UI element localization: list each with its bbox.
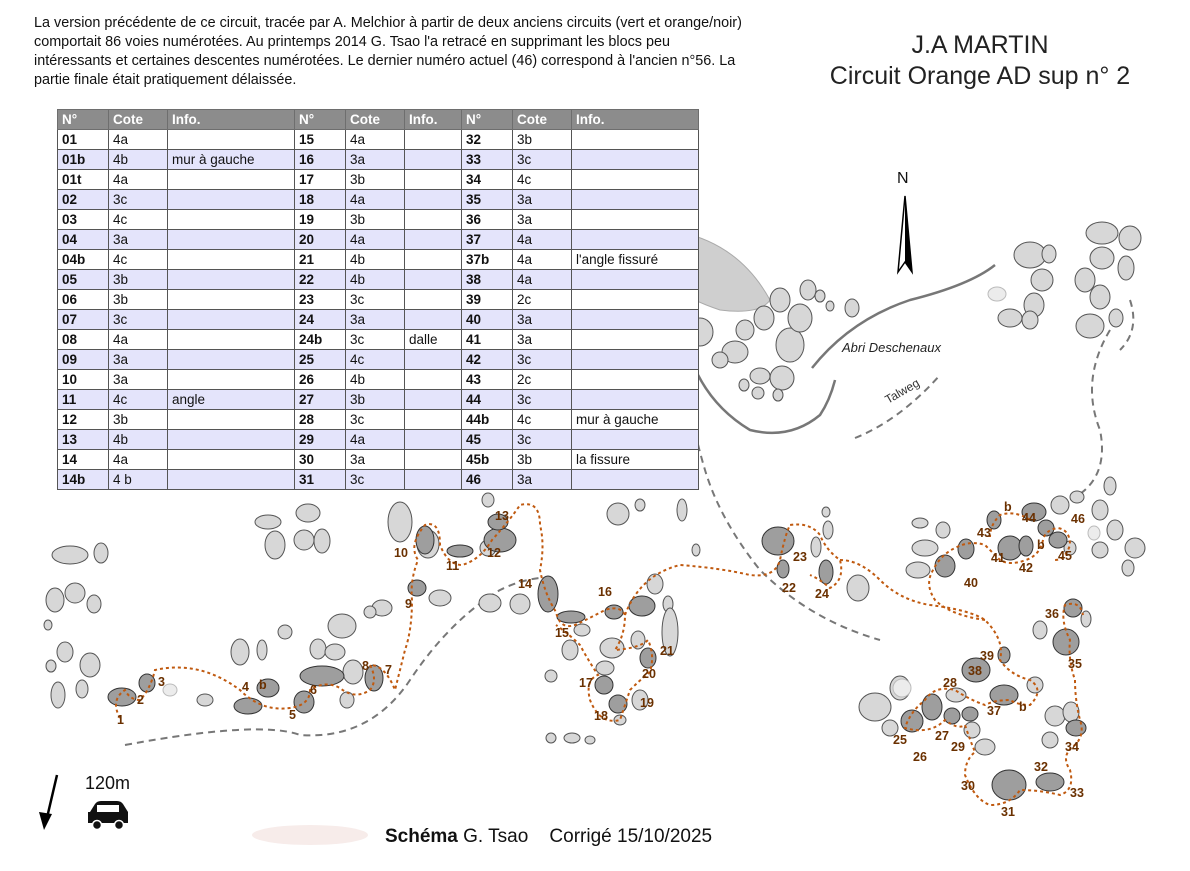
table-cell bbox=[405, 230, 462, 250]
problem-label: 1 bbox=[117, 713, 124, 727]
problem-label: 42 bbox=[1019, 561, 1033, 575]
table-cell bbox=[572, 390, 699, 410]
table-body bbox=[58, 130, 699, 490]
problem-label: 19 bbox=[640, 696, 654, 710]
table-cell bbox=[168, 350, 295, 370]
site-title: J.A MARTIN bbox=[911, 31, 1049, 59]
table-cell bbox=[572, 150, 699, 170]
table-cell: 3c bbox=[346, 290, 405, 310]
problem-label: 37 bbox=[987, 704, 1001, 718]
footer-author: G. Tsao bbox=[463, 826, 529, 847]
table-header-cell: Info. bbox=[405, 110, 462, 130]
circuit-title: Circuit Orange AD sup n° 2 bbox=[829, 62, 1131, 90]
problem-label: 38 bbox=[968, 664, 982, 678]
table-cell: 4a bbox=[346, 430, 405, 450]
problem-label: 43 bbox=[977, 526, 991, 540]
table-cell: 14b bbox=[58, 470, 109, 490]
table-cell bbox=[572, 270, 699, 290]
problem-label: 21 bbox=[660, 644, 674, 658]
table-cell: 21 bbox=[295, 250, 346, 270]
table-cell: 3b bbox=[513, 450, 572, 470]
table-cell bbox=[168, 470, 295, 490]
table-cell: 3b bbox=[109, 290, 168, 310]
table-cell: 4c bbox=[109, 390, 168, 410]
table-cell: 39 bbox=[462, 290, 513, 310]
table-cell bbox=[572, 370, 699, 390]
scale-arrow-icon bbox=[39, 775, 57, 830]
table-cell: 4b bbox=[346, 250, 405, 270]
table-cell: 03 bbox=[58, 210, 109, 230]
table-header-row bbox=[58, 110, 699, 130]
table-cell: 4c bbox=[513, 410, 572, 430]
table-header-cell: N° bbox=[58, 110, 109, 130]
table-cell: 17 bbox=[295, 170, 346, 190]
table-cell: 11 bbox=[58, 390, 109, 410]
table-cell bbox=[572, 470, 699, 490]
table-cell: 30 bbox=[295, 450, 346, 470]
table-cell: 3a bbox=[513, 470, 572, 490]
table-cell: 3b bbox=[513, 130, 572, 150]
table-cell bbox=[168, 250, 295, 270]
problem-label: 44 bbox=[1022, 511, 1036, 525]
table-cell: 3b bbox=[346, 170, 405, 190]
table-cell: 3c bbox=[346, 410, 405, 430]
table-cell: 01 bbox=[58, 130, 109, 150]
problem-label: 36 bbox=[1045, 607, 1059, 621]
table-cell: 4c bbox=[109, 210, 168, 230]
problem-label: 8 bbox=[362, 659, 369, 673]
table-cell: 34 bbox=[462, 170, 513, 190]
table-cell: 04 bbox=[58, 230, 109, 250]
table-cell bbox=[168, 130, 295, 150]
table-cell: 01b bbox=[58, 150, 109, 170]
problem-label: 14 bbox=[518, 577, 532, 591]
table-cell: 3a bbox=[346, 310, 405, 330]
table-cell: 43 bbox=[462, 370, 513, 390]
table-cell: 26 bbox=[295, 370, 346, 390]
table-cell: 4a bbox=[346, 190, 405, 210]
table-cell: mur à gauche bbox=[168, 150, 295, 170]
table-cell: 23 bbox=[295, 290, 346, 310]
problem-label: 31 bbox=[1001, 805, 1015, 819]
table-cell: 06 bbox=[58, 290, 109, 310]
table-cell bbox=[168, 330, 295, 350]
table-row bbox=[58, 270, 699, 290]
table-cell: 27 bbox=[295, 390, 346, 410]
table-cell bbox=[572, 230, 699, 250]
table-cell bbox=[405, 130, 462, 150]
table-row bbox=[58, 350, 699, 370]
table-cell: 37b bbox=[462, 250, 513, 270]
table-cell: 4 b bbox=[109, 470, 168, 490]
table-cell bbox=[405, 310, 462, 330]
table-header-cell: Info. bbox=[572, 110, 699, 130]
table-cell: 07 bbox=[58, 310, 109, 330]
problem-label: 41 bbox=[991, 551, 1005, 565]
table-cell: 3a bbox=[513, 330, 572, 350]
table-cell: 18 bbox=[295, 190, 346, 210]
problem-label: 23 bbox=[793, 550, 807, 564]
table-row bbox=[58, 310, 699, 330]
table-cell: 14 bbox=[58, 450, 109, 470]
table-cell bbox=[405, 370, 462, 390]
abri-label: Abri Deschenaux bbox=[842, 340, 941, 355]
table-cell: 4a bbox=[109, 330, 168, 350]
table-cell bbox=[405, 290, 462, 310]
table-cell: 44 bbox=[462, 390, 513, 410]
table-cell bbox=[405, 170, 462, 190]
table-cell: 4a bbox=[346, 230, 405, 250]
table-cell bbox=[572, 430, 699, 450]
table-cell: 36 bbox=[462, 210, 513, 230]
problem-label: 18 bbox=[594, 709, 608, 723]
footer-corrected: Corrigé 15/10/2025 bbox=[549, 826, 713, 847]
table-cell bbox=[572, 330, 699, 350]
problem-label: 3 bbox=[158, 675, 165, 689]
table-cell: 01t bbox=[58, 170, 109, 190]
table-cell: 3c bbox=[513, 150, 572, 170]
table-cell bbox=[405, 450, 462, 470]
table-cell bbox=[168, 170, 295, 190]
table-row bbox=[58, 450, 699, 470]
problem-label: 39 bbox=[980, 649, 994, 663]
table-cell bbox=[572, 310, 699, 330]
problem-label: 2 bbox=[137, 693, 144, 707]
table-cell: 09 bbox=[58, 350, 109, 370]
table-cell: 3a bbox=[109, 370, 168, 390]
table-cell bbox=[572, 350, 699, 370]
table-header-cell: N° bbox=[295, 110, 346, 130]
table-cell: 4b bbox=[346, 370, 405, 390]
table-row bbox=[58, 150, 699, 170]
table-cell: 42 bbox=[462, 350, 513, 370]
problem-label: 16 bbox=[598, 585, 612, 599]
table-row bbox=[58, 190, 699, 210]
table-cell: 4a bbox=[513, 250, 572, 270]
table-cell: 4b bbox=[109, 430, 168, 450]
table-cell: 3b bbox=[109, 270, 168, 290]
table-header-cell: N° bbox=[462, 110, 513, 130]
problem-label: 24 bbox=[815, 587, 829, 601]
problem-label: b bbox=[1004, 500, 1012, 514]
table-cell bbox=[405, 350, 462, 370]
table-cell bbox=[405, 390, 462, 410]
footer-schema: Schéma bbox=[385, 826, 458, 847]
scale-text: 120m bbox=[85, 773, 131, 793]
table-cell: 4b bbox=[346, 270, 405, 290]
table-cell bbox=[168, 270, 295, 290]
table-cell bbox=[405, 410, 462, 430]
table-cell: 16 bbox=[295, 150, 346, 170]
table-cell: 31 bbox=[295, 470, 346, 490]
table-cell: 05 bbox=[58, 270, 109, 290]
table-cell: 19 bbox=[295, 210, 346, 230]
table-cell: 4b bbox=[109, 150, 168, 170]
table-cell: 2c bbox=[513, 290, 572, 310]
route-table bbox=[57, 109, 699, 490]
table-cell: mur à gauche bbox=[572, 410, 699, 430]
problem-label: b bbox=[1037, 538, 1045, 552]
table-cell: 38 bbox=[462, 270, 513, 290]
table-cell bbox=[168, 290, 295, 310]
table-cell: 41 bbox=[462, 330, 513, 350]
table-cell: 37 bbox=[462, 230, 513, 250]
table-cell bbox=[572, 190, 699, 210]
table-cell bbox=[572, 130, 699, 150]
table-cell: 4c bbox=[346, 350, 405, 370]
table-cell bbox=[168, 430, 295, 450]
problem-label: 27 bbox=[935, 729, 949, 743]
table-cell bbox=[572, 170, 699, 190]
table-cell: 3a bbox=[513, 190, 572, 210]
problem-label: 29 bbox=[951, 740, 965, 754]
footer bbox=[385, 826, 712, 848]
problem-label: 4 bbox=[242, 680, 249, 694]
smudge bbox=[252, 825, 368, 845]
problem-label: 17 bbox=[579, 676, 593, 690]
problem-label: 7 bbox=[385, 663, 392, 677]
table-row bbox=[58, 170, 699, 190]
table-cell: 3b bbox=[346, 390, 405, 410]
table-cell: 32 bbox=[462, 130, 513, 150]
problem-label: 6 bbox=[310, 683, 317, 697]
table-cell: 46 bbox=[462, 470, 513, 490]
table-cell: 33 bbox=[462, 150, 513, 170]
table-cell bbox=[405, 190, 462, 210]
table-cell bbox=[168, 210, 295, 230]
table-cell: 25 bbox=[295, 350, 346, 370]
table-cell bbox=[168, 450, 295, 470]
table-row bbox=[58, 210, 699, 230]
table-cell: 3c bbox=[109, 190, 168, 210]
table-cell bbox=[168, 230, 295, 250]
table-cell: la fissure bbox=[572, 450, 699, 470]
table-cell: 4a bbox=[346, 130, 405, 150]
table-header-cell: Info. bbox=[168, 110, 295, 130]
table-cell: 24b bbox=[295, 330, 346, 350]
table-cell bbox=[405, 150, 462, 170]
problem-label: 30 bbox=[961, 779, 975, 793]
table-cell: 3c bbox=[513, 390, 572, 410]
problem-label: 26 bbox=[913, 750, 927, 764]
table-cell: 24 bbox=[295, 310, 346, 330]
table-cell: 3c bbox=[513, 430, 572, 450]
table-cell: 2c bbox=[513, 370, 572, 390]
intro-text: La version précédente de ce circuit, tracée par A. Melchior à partir de deux anciens circuits (vert et orange/noir) comportait 86 voies numérotées. Au printemps 2014 G. Tsao l'a retracé en supprimant les blocs peu intéressants et certaines descentes numérotées. Le dernier numéro actuel (46) correspond à l'ancien n°56. La partie finale était pratiquement délaissée. bbox=[34, 15, 742, 88]
table-row bbox=[58, 430, 699, 450]
table-cell: 3a bbox=[109, 230, 168, 250]
table-cell bbox=[405, 250, 462, 270]
table-cell: 04b bbox=[58, 250, 109, 270]
table-cell bbox=[168, 190, 295, 210]
table-cell: 4a bbox=[109, 450, 168, 470]
table-cell: 45 bbox=[462, 430, 513, 450]
table-cell: 3a bbox=[109, 350, 168, 370]
table-row bbox=[58, 390, 699, 410]
table-cell: 3a bbox=[513, 210, 572, 230]
problem-label: b bbox=[1019, 700, 1027, 714]
table-cell bbox=[168, 310, 295, 330]
problem-label: 34 bbox=[1065, 740, 1079, 754]
table-cell bbox=[405, 470, 462, 490]
table-cell: 28 bbox=[295, 410, 346, 430]
table-cell: 13 bbox=[58, 430, 109, 450]
table-header-cell: Cote bbox=[109, 110, 168, 130]
table-cell bbox=[572, 210, 699, 230]
table-cell: 4a bbox=[513, 270, 572, 290]
table-header-cell: Cote bbox=[346, 110, 405, 130]
table-cell: 4a bbox=[109, 170, 168, 190]
table-cell: 45b bbox=[462, 450, 513, 470]
table-row bbox=[58, 370, 699, 390]
problem-label: 10 bbox=[394, 546, 408, 560]
table-cell bbox=[405, 210, 462, 230]
table-cell: l'angle fissuré bbox=[572, 250, 699, 270]
table-cell bbox=[405, 270, 462, 290]
table-cell bbox=[168, 410, 295, 430]
table-cell bbox=[168, 370, 295, 390]
problem-label: 28 bbox=[943, 676, 957, 690]
table-cell: 15 bbox=[295, 130, 346, 150]
table-cell: 3b bbox=[109, 410, 168, 430]
problem-label: 15 bbox=[555, 626, 569, 640]
problem-label: 11 bbox=[446, 559, 460, 573]
table-cell: 29 bbox=[295, 430, 346, 450]
problem-label: 12 bbox=[487, 546, 501, 560]
problem-label: 35 bbox=[1068, 657, 1082, 671]
north-arrow-icon bbox=[898, 196, 912, 272]
table-cell: 40 bbox=[462, 310, 513, 330]
table-cell: 3a bbox=[346, 150, 405, 170]
table-cell: 3b bbox=[346, 210, 405, 230]
table-cell: 08 bbox=[58, 330, 109, 350]
table-cell: angle bbox=[168, 390, 295, 410]
table-cell: 12 bbox=[58, 410, 109, 430]
problem-label: 46 bbox=[1071, 512, 1085, 526]
problem-label: 5 bbox=[289, 708, 296, 722]
table-cell: 4a bbox=[513, 230, 572, 250]
table-cell: 44b bbox=[462, 410, 513, 430]
table-cell: 3a bbox=[513, 310, 572, 330]
talweg-label: Talweg bbox=[882, 375, 922, 407]
table-row bbox=[58, 250, 699, 270]
table-row bbox=[58, 230, 699, 250]
problem-label: 33 bbox=[1070, 786, 1084, 800]
table-row bbox=[58, 130, 699, 150]
table-row bbox=[58, 330, 699, 350]
problem-label: 40 bbox=[964, 576, 978, 590]
table-row bbox=[58, 410, 699, 430]
table-cell: 3c bbox=[109, 310, 168, 330]
table-cell: 3c bbox=[513, 350, 572, 370]
problem-label: 32 bbox=[1034, 760, 1048, 774]
problem-label: 13 bbox=[495, 509, 509, 523]
problem-label: 45 bbox=[1058, 549, 1072, 563]
table-cell: 35 bbox=[462, 190, 513, 210]
table-cell: 20 bbox=[295, 230, 346, 250]
table-cell: 3a bbox=[346, 450, 405, 470]
table-cell bbox=[405, 430, 462, 450]
problem-label: b bbox=[259, 678, 267, 692]
table-cell: dalle bbox=[405, 330, 462, 350]
table-cell: 4c bbox=[513, 170, 572, 190]
table-row bbox=[58, 290, 699, 310]
table-cell: 3c bbox=[346, 470, 405, 490]
table-cell: 22 bbox=[295, 270, 346, 290]
table-cell bbox=[572, 290, 699, 310]
table-cell: 02 bbox=[58, 190, 109, 210]
north-label: N bbox=[897, 170, 909, 187]
problem-label: 20 bbox=[642, 667, 656, 681]
table-row bbox=[58, 470, 699, 490]
car-icon bbox=[88, 801, 128, 830]
problem-label: 22 bbox=[782, 581, 796, 595]
table-cell: 3c bbox=[346, 330, 405, 350]
problem-label: 25 bbox=[893, 733, 907, 747]
table-cell: 10 bbox=[58, 370, 109, 390]
table-header-cell: Cote bbox=[513, 110, 572, 130]
problem-label: 9 bbox=[405, 597, 412, 611]
table-cell: 4a bbox=[109, 130, 168, 150]
table-cell: 4c bbox=[109, 250, 168, 270]
